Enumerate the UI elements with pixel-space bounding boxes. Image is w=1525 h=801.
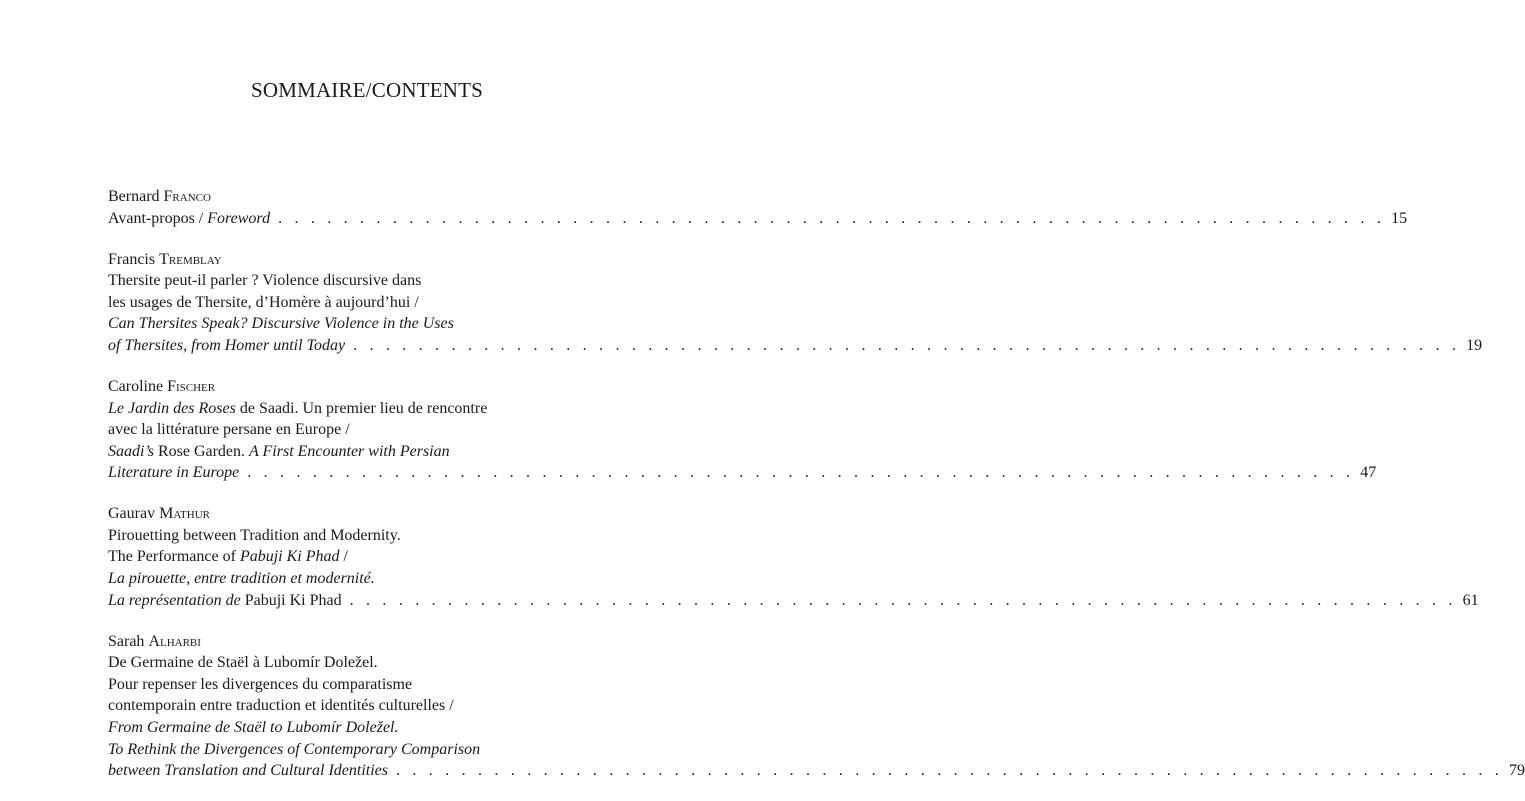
page-title: SOMMAIRE/CONTENTS (250, 78, 484, 102)
title-line: Pirouetting between Tradition and Modernity. (108, 526, 401, 544)
page-number: 47 (1360, 464, 1377, 482)
author-name: Caroline Fischer (108, 377, 216, 395)
title-line: of Thersites, from Homer until Today . . . . . . . . . . . . . . . . . . . . . . . . . . . . . . . . . . . . . . . . . . . . . . . . . . . . . . . . . . . . . . . . . . . . 19 (108, 335, 626, 357)
toc-entry-fischer[interactable] (108, 376, 1377, 484)
title-line: Thersite peut-il parler ? Violence discursive dans (108, 272, 422, 290)
dot-leader: . . . . . . . . . . . . . . . . . . . . . . . . . . . . . . . . . . . . . . . . . . . . . . . . . . . . . . . . . . . . . . . . . . . . (247, 464, 1355, 482)
page-number: 19 (1466, 336, 1483, 354)
title-line: contemporain entre traduction et identités culturelles / (108, 697, 454, 715)
title-line: Le Jardin des Roses de Saadi. Un premier lieu de rencontre (108, 399, 488, 417)
author-name: Gaurav Mathur (108, 505, 210, 523)
page-number: 61 (1462, 591, 1479, 609)
title-line: between Translation and Cultural Identities . . . . . . . . . . . . . . . . . . . . . . . . . . . . . . . . . . . . . . . . . . . . . . . . . . . . . . . . . . . . . . . . . . . . 79 (108, 760, 626, 782)
author-name: Bernard Franco (108, 188, 211, 205)
author-name: Sarah Alharbi (108, 632, 201, 650)
author-name: Francis Tremblay (108, 250, 222, 268)
toc-entry-franco[interactable] (108, 186, 1408, 229)
dot-leader: . . . . . . . . . . . . . . . . . . . . . . . . . . . . . . . . . . . . . . . . . . . . . . . . . . . . . . . . . . . . . . . . . . . . (396, 762, 1503, 780)
title-line: Avant-propos / Foreword . . . . . . . . . . . . . . . . . . . . . . . . . . . . . . . . . . . . . . . . . . . . . . . . . . . . . . . . . . . . . . . . . . . . 15 (108, 208, 626, 230)
page-number: 15 (1391, 209, 1408, 227)
dot-leader: . . . . . . . . . . . . . . . . . . . . . . . . . . . . . . . . . . . . . . . . . . . . . . . . . . . . . . . . . . . . . . . . . . . . (278, 209, 1386, 227)
title-line: Can Thersites Speak? Discursive Violence in the Uses (108, 315, 454, 333)
title-line: avec la littérature persane en Europe / (108, 421, 350, 439)
title-line: From Germaine de Staël to Lubomír Doležel. (108, 719, 399, 737)
toc-entry-mathur[interactable] (108, 503, 1479, 611)
title-line: Pour repenser les divergences du comparatisme (108, 675, 413, 693)
title-line: The Performance of Pabuji Ki Phad / (108, 548, 348, 566)
dot-leader: . . . . . . . . . . . . . . . . . . . . . . . . . . . . . . . . . . . . . . . . . . . . . . . . . . . . . . . . . . . . . . . . . . . . (349, 591, 1457, 609)
table-of-contents (108, 186, 1525, 801)
title-line: Saadi’s Rose Garden. A First Encounter with Persian (108, 442, 450, 460)
title-line: les usages de Thersite, d’Homère à aujourd’hui / (108, 293, 419, 311)
title-line: De Germaine de Staël à Lubomír Doležel. (108, 654, 378, 672)
toc-entry-alharbi[interactable] (108, 631, 1525, 782)
toc-entry-tremblay[interactable] (108, 249, 1483, 357)
title-line: La représentation de Pabuji Ki Phad . . . . . . . . . . . . . . . . . . . . . . . . . . . . . . . . . . . . . . . . . . . . . . . . . . . . . . . . . . . . . . . . . . . . 61 (108, 590, 626, 612)
title-line: La pirouette, entre tradition et modernité. (108, 570, 375, 588)
page-number: 79 (1509, 762, 1525, 780)
title-line: Literature in Europe . . . . . . . . . . . . . . . . . . . . . . . . . . . . . . . . . . . . . . . . . . . . . . . . . . . . . . . . . . . . . . . . . . . . 47 (108, 462, 626, 484)
title-line: To Rethink the Divergences of Contemporary Comparison (108, 740, 481, 758)
dot-leader: . . . . . . . . . . . . . . . . . . . . . . . . . . . . . . . . . . . . . . . . . . . . . . . . . . . . . . . . . . . . . . . . . . . . (353, 336, 1461, 354)
